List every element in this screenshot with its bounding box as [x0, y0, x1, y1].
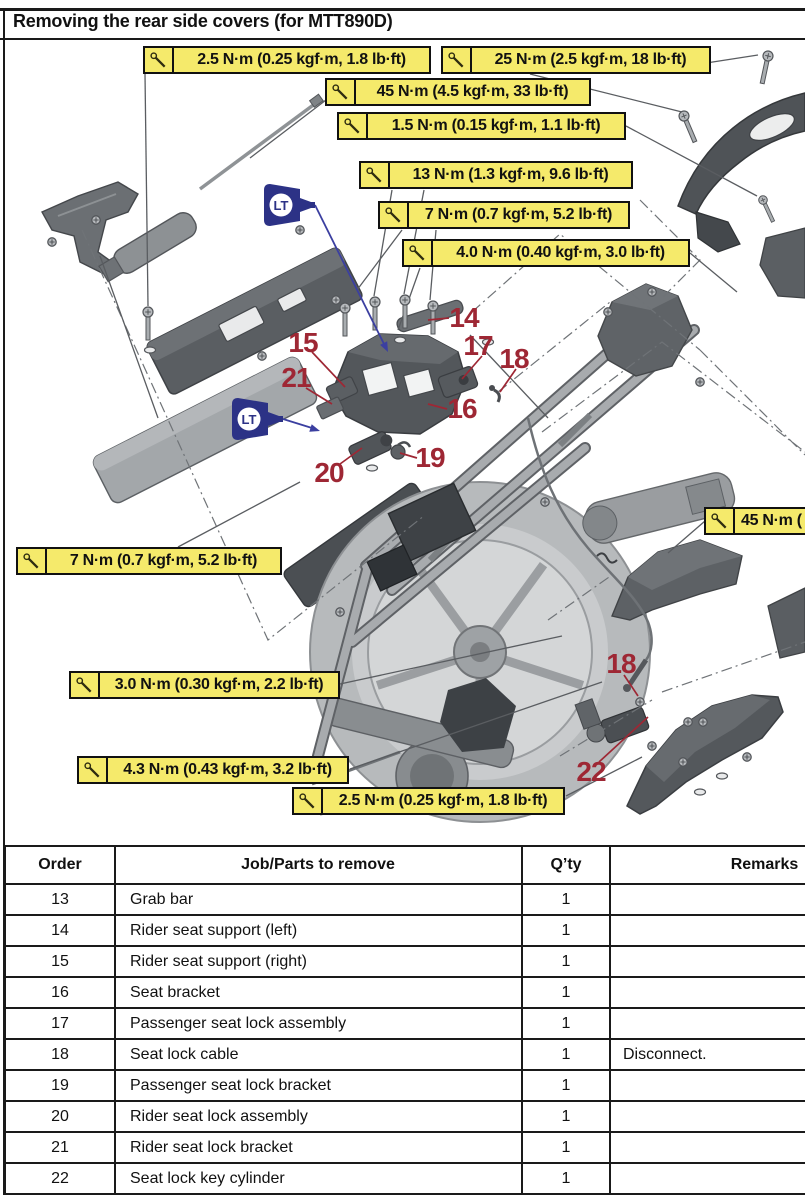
torque-label-text: 4.0 N·m (0.40 kgf·m, 3.0 lb·ft)	[456, 244, 665, 261]
part-number-callout: 19	[415, 442, 445, 473]
cell-order: 18	[5, 1039, 115, 1070]
cell-qty: 1	[522, 1163, 610, 1194]
part-number-callout: 20	[314, 457, 344, 488]
part-number-callout: 18	[499, 343, 529, 374]
col-header-job: Job/Parts to remove	[115, 846, 522, 884]
torque-label	[143, 46, 431, 74]
cell-remarks	[610, 977, 805, 1008]
cell-qty: 1	[522, 1132, 610, 1163]
cell-qty: 1	[522, 915, 610, 946]
torque-wrench-icon	[361, 163, 390, 187]
torque-label	[325, 78, 591, 106]
right-edge-cover-mid	[768, 588, 805, 658]
table-row	[5, 1070, 805, 1101]
torque-wrench-icon	[71, 673, 100, 697]
torque-label-text: 4.3 N·m (0.43 kgf·m, 3.2 lb·ft)	[123, 761, 332, 778]
cell-remarks	[610, 884, 805, 915]
torque-label-text: 2.5 N·m (0.25 kgf·m, 1.8 lb·ft)	[197, 51, 406, 68]
torque-wrench-icon	[294, 789, 323, 813]
cell-remarks	[610, 946, 805, 977]
cell-job: Seat lock cable	[115, 1039, 522, 1070]
torque-label	[359, 161, 633, 189]
col-header-qty: Q’ty	[522, 846, 610, 884]
cell-qty: 1	[522, 1101, 610, 1132]
shock-absorber	[97, 209, 200, 285]
parts-table-wrap	[4, 845, 805, 1195]
torque-wrench-icon	[18, 549, 47, 573]
part-number-callout: 14	[449, 302, 479, 333]
cell-order: 17	[5, 1008, 115, 1039]
torque-label-text: 13 N·m (1.3 kgf·m, 9.6 lb·ft)	[412, 166, 609, 183]
torque-label	[16, 547, 282, 575]
cell-job: Rider seat support (right)	[115, 946, 522, 977]
torque-wrench-icon	[327, 80, 356, 104]
cell-qty: 1	[522, 1008, 610, 1039]
rider-seat-lock-assembly	[348, 429, 396, 466]
torque-wrench-icon	[443, 48, 472, 72]
long-bolt-rod	[200, 94, 323, 189]
torque-label	[704, 507, 805, 535]
col-header-remarks: Remarks	[610, 846, 805, 884]
cell-order: 22	[5, 1163, 115, 1194]
torque-label-text: 45 N·m (	[741, 512, 802, 529]
cell-remarks	[610, 1070, 805, 1101]
exploded-diagram	[0, 40, 805, 845]
torque-wrench-icon	[380, 203, 409, 227]
cell-job: Seat bracket	[115, 977, 522, 1008]
torque-label-text: 7 N·m (0.7 kgf·m, 5.2 lb·ft)	[69, 552, 258, 569]
table-row	[5, 977, 805, 1008]
table-row	[5, 1163, 805, 1194]
table-header-row	[5, 846, 805, 884]
cell-order: 14	[5, 915, 115, 946]
cell-order: 21	[5, 1132, 115, 1163]
torque-label-text: 7 N·m (0.7 kgf·m, 5.2 lb·ft)	[424, 206, 613, 223]
parts-table	[4, 845, 805, 1195]
torque-label	[378, 201, 630, 229]
cell-qty: 1	[522, 884, 610, 915]
loctite-bottle-icon	[264, 184, 315, 226]
table-row	[5, 1008, 805, 1039]
page-title: Removing the rear side covers (for MTT890D)	[13, 11, 393, 31]
cell-order: 16	[5, 977, 115, 1008]
rider-seat-lock-bracket	[316, 397, 344, 420]
part-number-callout: 17	[463, 330, 493, 361]
cell-qty: 1	[522, 946, 610, 977]
torque-wrench-icon	[145, 48, 174, 72]
table-row	[5, 1132, 805, 1163]
torque-label	[69, 671, 340, 699]
part-number-callout: 22	[576, 756, 606, 787]
torque-label-text: 2.5 N·m (0.25 kgf·m, 1.8 lb·ft)	[338, 792, 548, 809]
table-row	[5, 884, 805, 915]
cell-job: Seat lock key cylinder	[115, 1163, 522, 1194]
torque-label-text: 25 N·m (2.5 kgf·m, 18 lb·ft)	[494, 51, 687, 68]
cell-qty: 1	[522, 1039, 610, 1070]
table-row	[5, 946, 805, 977]
cell-job: Rider seat lock bracket	[115, 1132, 522, 1163]
cell-remarks	[610, 1163, 805, 1194]
cell-order: 19	[5, 1070, 115, 1101]
torque-wrench-icon	[339, 114, 368, 138]
part-number-callout: 16	[447, 393, 477, 424]
bottom-right-cover	[627, 695, 783, 814]
right-edge-cover-top	[760, 228, 805, 298]
cell-job: Grab bar	[115, 884, 522, 915]
torque-wrench-icon	[404, 241, 433, 265]
grab-bar	[678, 93, 805, 252]
cell-qty: 1	[522, 1070, 610, 1101]
col-header-order: Order	[5, 846, 115, 884]
torque-wrench-icon	[706, 509, 735, 533]
table-row	[5, 1101, 805, 1132]
cell-remarks	[610, 915, 805, 946]
cell-job: Passenger seat lock assembly	[115, 1008, 522, 1039]
loctite-abbr: LT	[273, 198, 289, 213]
cell-remarks	[610, 1132, 805, 1163]
table-row	[5, 915, 805, 946]
torque-label-text: 45 N·m (4.5 kgf·m, 33 lb·ft)	[376, 83, 569, 100]
torque-label	[402, 239, 690, 267]
cell-job: Rider seat lock assembly	[115, 1101, 522, 1132]
cell-remarks	[610, 1008, 805, 1039]
part-number-callout: 18	[606, 648, 636, 679]
cell-qty: 1	[522, 977, 610, 1008]
torque-label-text: 3.0 N·m (0.30 kgf·m, 2.2 lb·ft)	[114, 676, 324, 693]
loctite-abbr: LT	[241, 412, 257, 427]
torque-label	[337, 112, 626, 140]
part-number-callout: 15	[288, 327, 318, 358]
cell-remarks	[610, 1101, 805, 1132]
passenger-seat-lock-bracket	[391, 442, 410, 459]
torque-label	[441, 46, 711, 74]
cell-remarks: Disconnect.	[610, 1039, 805, 1070]
part-number-callout: 21	[281, 362, 311, 393]
cell-order: 20	[5, 1101, 115, 1132]
cell-job: Rider seat support (left)	[115, 915, 522, 946]
table-row	[5, 1039, 805, 1070]
right-wing-cover	[612, 540, 742, 620]
cable-hook	[489, 385, 499, 402]
right-mid-assembly	[598, 284, 692, 376]
torque-label	[292, 787, 565, 815]
cell-job: Passenger seat lock bracket	[115, 1070, 522, 1101]
torque-label-text: 1.5 N·m (0.15 kgf·m, 1.1 lb·ft)	[391, 117, 601, 134]
torque-wrench-icon	[79, 758, 108, 782]
torque-label	[77, 756, 349, 784]
cell-order: 13	[5, 884, 115, 915]
cell-order: 15	[5, 946, 115, 977]
